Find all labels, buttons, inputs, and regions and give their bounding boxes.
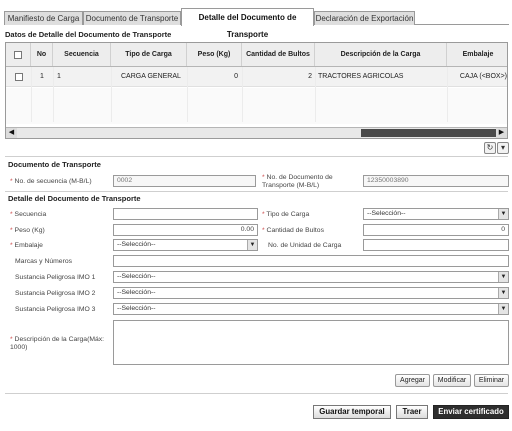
chevron-down-icon: ▼	[498, 272, 508, 282]
detail-grid	[5, 42, 508, 139]
imo1-select[interactable]: --Selección-- ▼	[113, 271, 509, 283]
traer-button[interactable]: Traer	[396, 405, 428, 419]
embalaje-label: * Embalaje	[10, 242, 43, 250]
doc-transporte-title: Documento de Transporte	[8, 160, 101, 169]
chevron-down-icon: ▼	[247, 240, 257, 250]
chevron-down-icon: ▼	[498, 288, 508, 298]
detalle-title: Detalle del Documento de Transporte	[8, 194, 141, 203]
bultos-field[interactable]: 0	[363, 224, 509, 236]
chevron-down-icon: ▼	[498, 304, 508, 314]
chevron-down-icon[interactable]: ▾	[497, 142, 509, 154]
descripcion-textarea[interactable]	[113, 320, 509, 365]
secuencia-field[interactable]	[113, 208, 258, 220]
secuencia-mbl-label: * No. de secuencia (M-B/L)	[10, 178, 92, 186]
imo3-label: Sustancia Peligrosa IMO 3	[15, 306, 96, 313]
scroll-right-icon[interactable]: ▶	[496, 128, 507, 138]
cell-bultos: 2	[308, 73, 312, 80]
modificar-button[interactable]: Modificar	[433, 374, 471, 387]
cell-descripcion: TRACTORES AGRICOLAS	[318, 73, 404, 80]
embalaje-select[interactable]: --Selección-- ▼	[113, 239, 258, 251]
chevron-down-icon: ▼	[498, 209, 508, 219]
select-all-checkbox[interactable]	[14, 51, 22, 59]
table-row[interactable]	[6, 67, 508, 87]
unidad-carga-label: No. de Unidad de Carga	[268, 242, 342, 249]
col-peso: Peso (Kg)	[187, 43, 242, 66]
unidad-carga-field[interactable]	[363, 239, 509, 251]
grid-empty-area	[6, 88, 508, 124]
secuencia-mbl-field[interactable]: 0002	[113, 175, 256, 187]
cell-no: 1	[40, 73, 44, 80]
refresh-icon[interactable]: ↻	[484, 142, 496, 154]
descripcion-label: * Descripción de la Carga(Máx: 1000)	[10, 336, 110, 352]
scroll-left-icon[interactable]: ◀	[6, 128, 17, 138]
tab-documento-transporte[interactable]: Documento de Transporte	[83, 11, 181, 25]
agregar-button[interactable]: Agregar	[395, 374, 430, 387]
row-checkbox[interactable]	[15, 73, 23, 81]
col-bultos: Cantidad de Bultos	[242, 43, 315, 66]
tab-declaracion-exportacion[interactable]: Declaración de Exportación	[314, 11, 415, 25]
marcas-label: Marcas y Números	[15, 258, 73, 265]
tipo-carga-select[interactable]: --Selección-- ▼	[363, 208, 509, 220]
numero-documento-label: * No. de Documento de Transporte (M-B/L)	[262, 174, 362, 190]
imo1-label: Sustancia Peligrosa IMO 1	[15, 274, 96, 281]
peso-label: * Peso (Kg)	[10, 227, 45, 235]
cell-peso: 0	[234, 73, 238, 80]
enviar-certificado-button[interactable]: Enviar certificado	[433, 405, 509, 419]
cell-tipo-carga: CARGA GENERAL	[121, 73, 181, 80]
col-descripcion: Descripción de la Carga	[315, 43, 447, 66]
secuencia-label: * Secuencia	[10, 211, 46, 219]
marcas-field[interactable]	[113, 255, 509, 267]
imo2-select[interactable]: --Selección-- ▼	[113, 287, 509, 299]
scroll-thumb[interactable]	[361, 129, 496, 137]
col-tipo-carga: Tipo de Carga	[111, 43, 187, 66]
col-no: No	[31, 43, 53, 66]
tipo-carga-label: * Tipo de Carga	[262, 211, 309, 219]
col-embalaje: Embalaje	[462, 51, 494, 58]
cell-embalaje: CAJA (<BOX>)	[459, 73, 507, 80]
grid-title: Datos de Detalle del Documento de Transporte	[5, 30, 172, 39]
tab-detalle-documento[interactable]: Detalle del Documento de Transporte	[181, 8, 314, 26]
eliminar-button[interactable]: Eliminar	[474, 374, 509, 387]
imo3-select[interactable]: --Selección-- ▼	[113, 303, 509, 315]
peso-field[interactable]: 0.00	[113, 224, 258, 236]
col-secuencia: Secuencia	[53, 43, 111, 66]
imo2-label: Sustancia Peligrosa IMO 2	[15, 290, 96, 297]
cell-secuencia: 1	[57, 73, 61, 80]
grid-header	[6, 43, 508, 67]
tab-manifiesto[interactable]: Manifiesto de Carga	[4, 11, 83, 25]
horizontal-scrollbar[interactable]	[6, 127, 507, 138]
numero-documento-field[interactable]: 12350003890	[363, 175, 509, 187]
bultos-label: * Cantidad de Bultos	[262, 227, 324, 235]
guardar-temporal-button[interactable]: Guardar temporal	[313, 405, 391, 419]
